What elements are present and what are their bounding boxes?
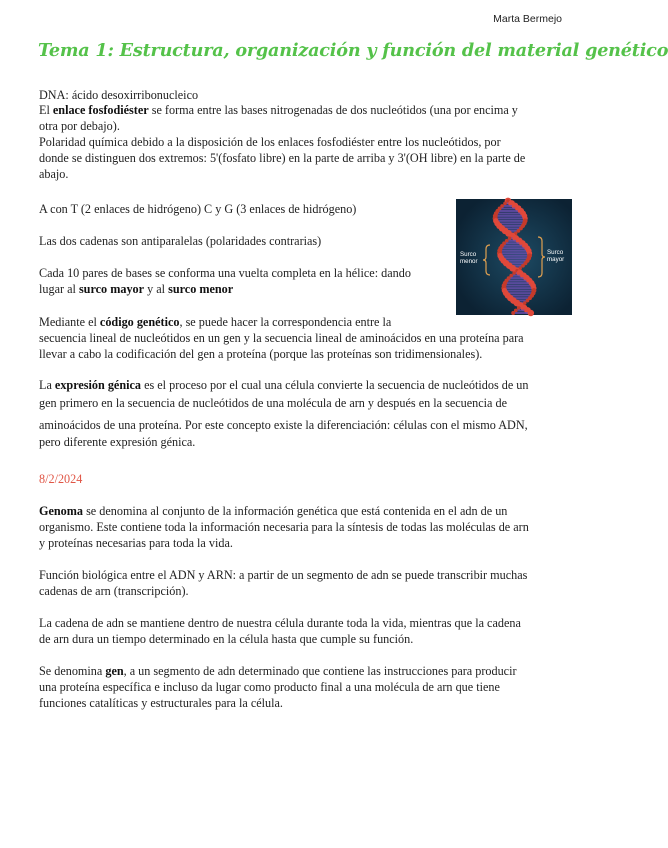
backbone-atom [512,271,516,275]
date-label: 8/2/2024 [39,472,83,486]
backbone-atom [508,237,512,241]
label-surco-mayor-2: mayor [547,256,565,263]
paragraph-polaridad: Polaridad química debido a la disposición de los enlaces fosfodiéster entre los nucleótidos, por donde se distinguen dos extremos: 5'(fosfato libre) en la parte de arriba y 3'(OH libre) en la parte de abajo. [39,135,526,181]
backbone-atom [528,310,534,316]
backbone-atom [517,229,521,233]
backbone-atom [503,202,507,206]
page-title: Tema 1: Estructura, organización y función del material genético [38,40,668,61]
paragraph-enlace: El enlace fosfodiéster se forma entre las bases nitrogenadas de dos nucleótidos (una por encima y otra por debajo). [39,103,518,133]
backbone-atom [521,264,525,268]
paragraph-cadena: La cadena de adn se mantiene dentro de nuestra célula durante toda la vida, mientras que la cadena de arn dura un tiempo determinado en la célula hasta que cumple su función. [39,616,521,646]
paragraph-genoma: Genoma se denomina al conjunto de la información genética que está contenida en el adn de un organismo. Este contiene toda la información necesaria para la síntesis de todas las moléculas de arn y proteínas necesarias para toda la vida. [39,504,529,550]
dna-helix-image [456,199,572,315]
paragraph-funcion: Función biológica entre el ADN y ARN: a partir de un segmento de adn se puede transcribir muchas cadenas de arn (transcripción). [39,568,528,598]
term-expresion-genica: expresión génica [54,378,142,392]
backbone-atom [517,306,521,310]
label-surco-mayor-1: Surco [547,249,564,256]
paragraph-pares: A con T (2 enlaces de hidrógeno) C y G (3 enlaces de hidrógeno) [39,202,357,216]
term-surco-mayor: surco mayor [78,281,145,296]
backbone-atom [526,299,530,303]
paragraph-gen: Se denomina gen, a un segmento de adn determinado que contiene las instrucciones para producir una proteína específica e incluso da lugar como producto final a una molécula de arn que tiene funciones catalíticas y estructurales para la célula. [39,664,517,710]
term-gen: gen [105,664,124,678]
label-surco-menor-2: menor [460,258,478,265]
dna-definition: DNA: ácido desoxirribonucleico [39,88,199,102]
term-surco-menor: surco menor [168,281,234,296]
paragraph-vuelta: Cada 10 pares de bases se conforma una vuelta completa en la hélice: dando lugar al surco mayor y al surco menor [39,266,411,296]
term-enlace: enlace fosfodiéster [52,103,149,117]
paragraph-expresion: La expresión génica es el proceso por el cual una célula convierte la secuencia de nucleótidos de un gen primero en la secuencia de nucleótidos de una molécula de arn y después en la secuencia de aminoácidos de una proteína. Por este concepto existe la diferenciación: células con el mismo ADN, pero diferente expresión génica. [39,378,529,450]
label-surco-menor-1: Surco [460,251,477,258]
term-codigo-genetico: código genético [99,315,180,329]
term-genoma: Genoma [39,504,84,518]
paragraph-antiparalelas: Las dos cadenas son antiparalelas (polaridades contrarias) [39,234,322,248]
author-name: Marta Bermejo [493,13,562,25]
paragraph-codigo: Mediante el código genético, se puede hacer la correspondencia entre la secuencia lineal de nucleótidos en un gen y la secuencia lineal de aminoácidos en una proteína para llevar a cabo la codificación del gen a proteína (porque las proteínas son tridimensionales). [39,315,524,361]
